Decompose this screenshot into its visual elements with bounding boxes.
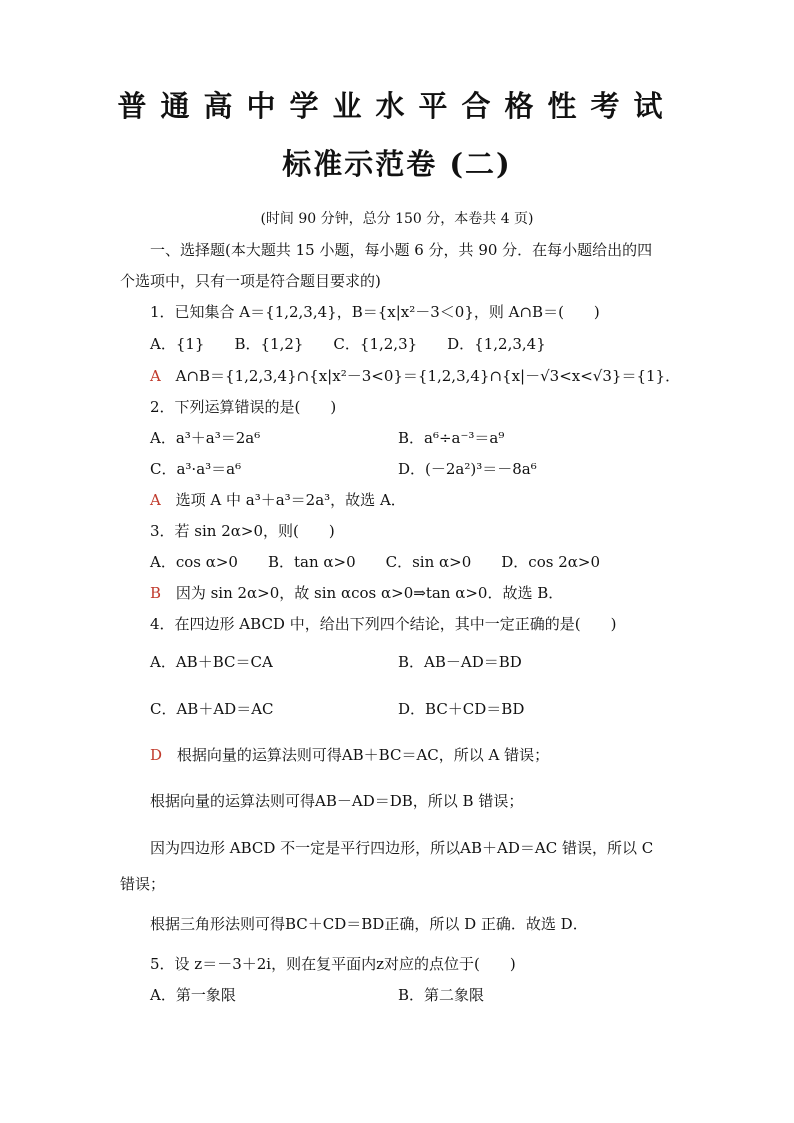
option-a: A．第一象限 — [150, 986, 236, 1004]
option-c: C．AB＋AD＝AC — [150, 700, 274, 718]
question-4-stem: 4．在四边形 ABCD 中，给出下列四个结论，其中一定正确的是( ) — [150, 615, 617, 633]
answer-letter: B — [150, 584, 162, 602]
answer-explanation: 根据三角形法则可得BC＋CD＝BD正确，所以 D 正确．故选 D． — [150, 915, 588, 933]
question-1-options: A．{1} B．{1,2} C．{1,2,3} D．{1,2,3,4} — [150, 335, 546, 353]
question-3-answer — [150, 583, 563, 603]
question-1-answer — [150, 366, 680, 386]
answer-explanation: 根据向量的运算法则可得AB－AD＝DB，所以 B 错误； — [150, 792, 524, 810]
option-b: B．AB－AD＝BD — [398, 653, 522, 671]
answer-explanation: 因为 sin 2α>0，故 sin αcos α>0⇒tan α>0．故选 B． — [175, 584, 564, 602]
answer-letter: D — [150, 746, 163, 764]
answer-letter: A — [150, 491, 161, 509]
question-4-answer — [150, 745, 549, 765]
option-b: B．第二象限 — [398, 986, 485, 1004]
question-5-stem: 5．设 z＝－3＋2i，则在复平面内z对应的点位于( ) — [150, 955, 516, 973]
option-b: B．a⁶÷a⁻³＝a⁹ — [398, 429, 505, 447]
section-heading-cont: 个选项中，只有一项是符合题目要求的) — [120, 272, 381, 290]
question-2-answer — [150, 490, 406, 510]
answer-explanation: 选项 A 中 a³＋a³＝2a³，故选 A． — [175, 491, 406, 509]
section-heading: 一、选择题(本大题共 15 小题，每小题 6 分，共 90 分．在每小题给出的四 — [150, 241, 653, 259]
option-a: A．AB＋BC＝CA — [150, 653, 273, 671]
question-3-options: A．cos α>0 B．tan α>0 C．sin α>0 D．cos 2α>0 — [150, 553, 600, 571]
answer-explanation: A∩B＝{1,2,3,4}∩{x|x²－3<0}＝{1,2,3,4}∩{x|－√3<x<√3}＝{1}． — [175, 367, 681, 385]
exam-subtitle: 标准示范卷 (二) — [282, 147, 512, 181]
question-2-stem: 2．下列运算错误的是( ) — [150, 398, 337, 416]
option-a: A．a³＋a³＝2a⁶ — [150, 429, 261, 447]
exam-title: 普通高中学业水平合格性考试 — [117, 89, 677, 123]
question-3-stem: 3．若 sin 2α>0，则( ) — [150, 522, 335, 540]
exam-info: (时间 90 分钟，总分 150 分，本卷共 4 页) — [260, 211, 534, 227]
answer-explanation: 错误； — [120, 875, 166, 893]
option-c: C．a³·a³＝a⁶ — [150, 460, 242, 478]
option-d: D．(－2a²)³＝－8a⁶ — [398, 460, 537, 478]
answer-letter: A — [150, 367, 161, 385]
answer-explanation: 因为四边形 ABCD 不一定是平行四边形，所以AB＋AD＝AC 错误，所以 C — [150, 839, 654, 857]
option-d: D．BC＋CD＝BD — [398, 700, 525, 718]
answer-explanation: 根据向量的运算法则可得AB＋BC＝AC，所以 A 错误； — [176, 746, 550, 764]
question-1-stem: 1．已知集合 A＝{1,2,3,4}，B＝{x|x²－3＜0}，则 A∩B＝( ) — [150, 303, 600, 321]
